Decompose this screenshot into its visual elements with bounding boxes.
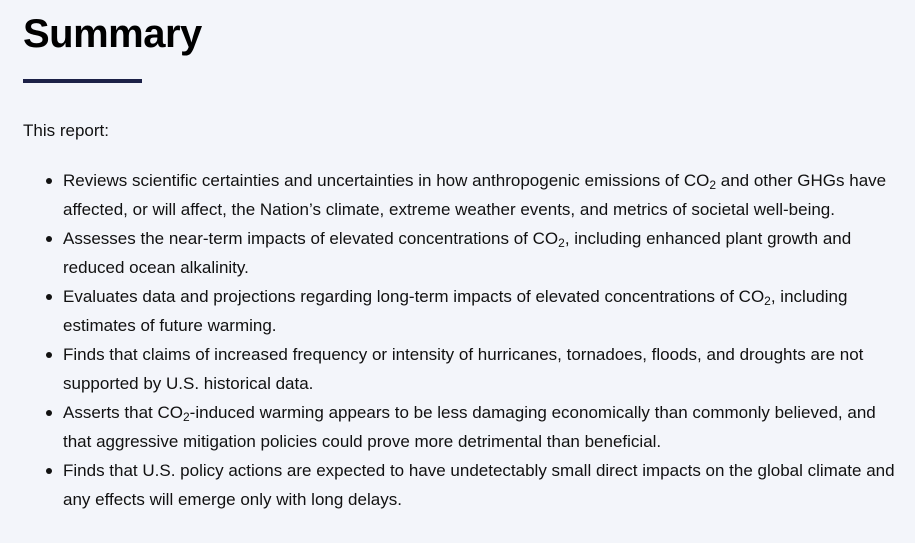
bullet-text: , including estimates of future warming. (63, 287, 848, 335)
summary-bullet-list (23, 166, 898, 514)
summary-bullet-item (63, 224, 898, 282)
intro-text: This report: (23, 121, 109, 140)
summary-bullet-item (63, 340, 898, 398)
title-underline (23, 79, 142, 83)
subscript: 2 (764, 294, 771, 308)
bullet-text: and other GHGs have affected, or will affect, the Nation’s climate, extreme weather events, and metrics of societal well-being. (63, 171, 887, 219)
bullet-text: Assesses the near-term impacts of elevated concentrations of CO (63, 229, 559, 248)
bullet-text: Finds that claims of increased frequency or intensity of hurricanes, tornadoes, floods, and droughts are not supported by U.S. historical data. (63, 345, 864, 393)
page-title: Summary (23, 12, 202, 56)
bullet-text: Reviews scientific certainties and uncertainties in how anthropogenic emissions of CO (63, 171, 710, 190)
summary-bullet-item (63, 166, 898, 224)
bullet-text: , including enhanced plant growth and reduced ocean alkalinity. (63, 229, 852, 277)
bullet-text: Finds that U.S. policy actions are expected to have undetectably small direct impacts on the global climate and any effects will emerge only with long delays. (63, 461, 895, 509)
subscript: 2 (558, 236, 565, 250)
subscript: 2 (709, 178, 717, 192)
summary-bullet-item (63, 398, 898, 456)
subscript: 2 (182, 410, 190, 424)
bullet-text: Asserts that CO (63, 403, 183, 422)
summary-bullet-item (63, 282, 898, 340)
summary-bullet-item (63, 456, 898, 514)
bullet-text: Evaluates data and projections regarding long-term impacts of elevated concentrations of CO (63, 287, 765, 306)
bullet-text: -induced warming appears to be less damaging economically than commonly believed, and that aggressive mitigation policies could prove more detrimental than beneficial. (63, 403, 876, 451)
